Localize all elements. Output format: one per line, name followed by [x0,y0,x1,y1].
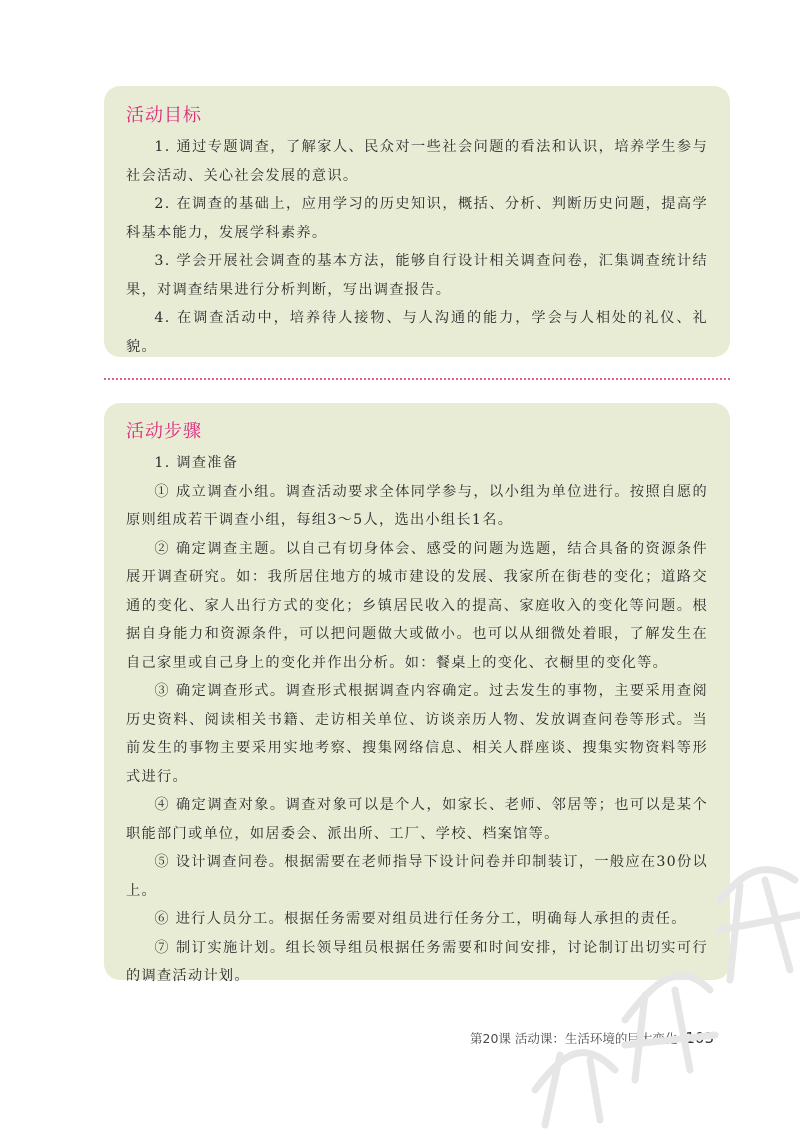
activity-goals-title: 活动目标 [126,105,202,126]
page-number: 103 [685,1029,715,1047]
page-footer [470,1029,714,1051]
step-paragraph: ④ 确定调查对象。调查对象可以是个人，如家长、老师、邻居等；也可以是某个职能部门或单位，如居委会、派出所、工厂、学校、档案馆等。 [126,797,708,842]
activity-goals-panel [104,86,730,357]
goal-paragraph: 4. 在调查活动中，培养待人接物、与人沟通的能力，学会与人相处的礼仪、礼貌。 [126,310,708,355]
step-paragraph: ⑥ 进行人员分工。根据任务需要对组员进行任务分工，明确每人承担的责任。 [154,911,687,927]
section-divider [104,378,730,380]
lesson-title: 第20课 活动课：生活环境的巨大变化 [470,1031,678,1046]
step-paragraph: ⑤ 设计调查问卷。根据需要在老师指导下设计问卷并印制装订，一般应在30份以上。 [126,854,708,899]
step-paragraph: ① 成立调查小组。调查活动要求全体同学参与，以小组为单位进行。按照自愿的原则组成若干调查小组，每组3～5人，选出小组长1名。 [126,483,708,528]
goal-paragraph: 1. 通过专题调查，了解家人、民众对一些社会问题的看法和认识，培养学生参与社会活动、关心社会发展的意识。 [126,139,708,184]
activity-steps-panel [104,403,730,984]
activity-steps-title: 活动步骤 [126,421,202,442]
goal-paragraph: 2. 在调查的基础上，应用学习的历史知识，概括、分析、判断历史问题，提高学科基本能力，发展学科素养。 [126,196,708,241]
step-heading: 1. 调查准备 [154,455,239,471]
goal-paragraph: 3. 学会开展社会调查的基本方法，能够自行设计相关调查问卷，汇集调查统计结果，对调查结果进行分析判断，写出调查报告。 [126,253,708,298]
step-paragraph: ② 确定调查主题。以自己有切身体会、感受的问题为选题，结合具备的资源条件展开调查研究。如：我所居住地方的城市建设的发展、我家所在街巷的变化；道路交通的变化、家人出行方式的变化；乡镇居民收入的提高、家庭收入的变化等问题。根据自身能力和资源条件，可以把问题做大或做小。也可以从细微处着眼，了解发生在自己家里或自己身上的变化并作出分析。如：餐桌上的变化、衣橱里的变化等。 [126,540,708,671]
step-paragraph: ③ 确定调查形式。调查形式根据调查内容确定。过去发生的事物，主要采用查阅历史资料、阅读相关书籍、走访相关单位、访谈亲历人物、发放调查问卷等形式。当前发生的事物主要采用实地考察、搜集网络信息、相关人群座谈、搜集实物资料等形式进行。 [126,683,708,785]
step-paragraph: ⑦ 制订实施计划。组长领导组员根据任务需要和时间安排，讨论制订出切实可行的调查活动计划。 [126,939,708,984]
